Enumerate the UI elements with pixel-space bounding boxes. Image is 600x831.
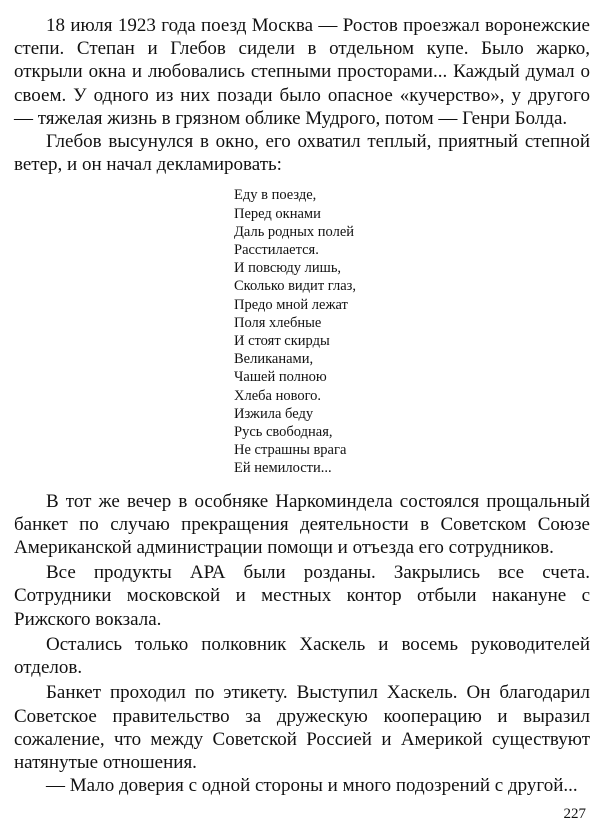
poem-line: Великанами, (234, 351, 314, 368)
poem-line: Хлеба нового. (234, 387, 322, 404)
page-number: 227 (563, 806, 586, 822)
poem-line: Изжила беду (234, 405, 314, 422)
poem-line: Сколько видит глаз, (234, 278, 357, 295)
book-page (14, 14, 590, 797)
poem (234, 186, 590, 477)
poem-line: Перед окнами (234, 205, 321, 222)
poem-line: Предо мной лежат (234, 296, 348, 313)
poem-line: Даль родных полей (234, 223, 355, 240)
poem-line: Чашей полною (234, 369, 327, 386)
poem-line: Еду в поезде, (234, 187, 317, 204)
paragraph-banquet: В тот же вечер в особняке Наркоминдела состоялся прощальный банкет по случаю прекращения деятельности в Советском Союзе Американской администрации помощи и отъезда его сотрудников. (14, 490, 590, 559)
paragraph-train: 18 июля 1923 года поезд Москва — Ростов проезжал воронежские степи. Степан и Глебов сидели в отдельном купе. Было жарко, открыли окна и любовались степными просторами... Каждый думал о своем. У одного из них позади было опасное «кучерство», у другого — тяжелая жизнь в грязном облике Мудрого, потом — Генри Болда. (14, 15, 590, 129)
poem-line: Русь свободная, (234, 424, 333, 441)
paragraph-dialogue: — Мало доверия с одной стороны и много подозрений с другой... (46, 775, 578, 797)
poem-line: Ей немилости... (234, 460, 332, 477)
poem-line: Поля хлебные (234, 314, 322, 331)
poem-line: Не страшны врага (234, 442, 347, 459)
paragraph-remaining: Остались только полковник Хаскель и восемь руководителей отделов. (14, 633, 590, 679)
paragraph-speech: Банкет проходил по этикету. Выступил Хаскель. Он благодарил Советское правительство за дружескую кооперацию и выразил сожаление, что между Советской Россией и Америкой существуют натянутые отношения. (14, 682, 590, 773)
poem-line: Расстилается. (234, 242, 319, 259)
poem-line: И стоят скирды (234, 333, 330, 350)
poem-line: И повсюду лишь, (234, 260, 342, 277)
paragraph-products: Все продукты АРА были розданы. Закрылись все счета. Сотрудники московской и местных контор отбыли накануне с Рижского вокзала. (14, 562, 590, 630)
paragraph-glebov: Глебов высунулся в окно, его охватил теплый, приятный степной ветер, и он начал декламировать: (14, 131, 590, 176)
